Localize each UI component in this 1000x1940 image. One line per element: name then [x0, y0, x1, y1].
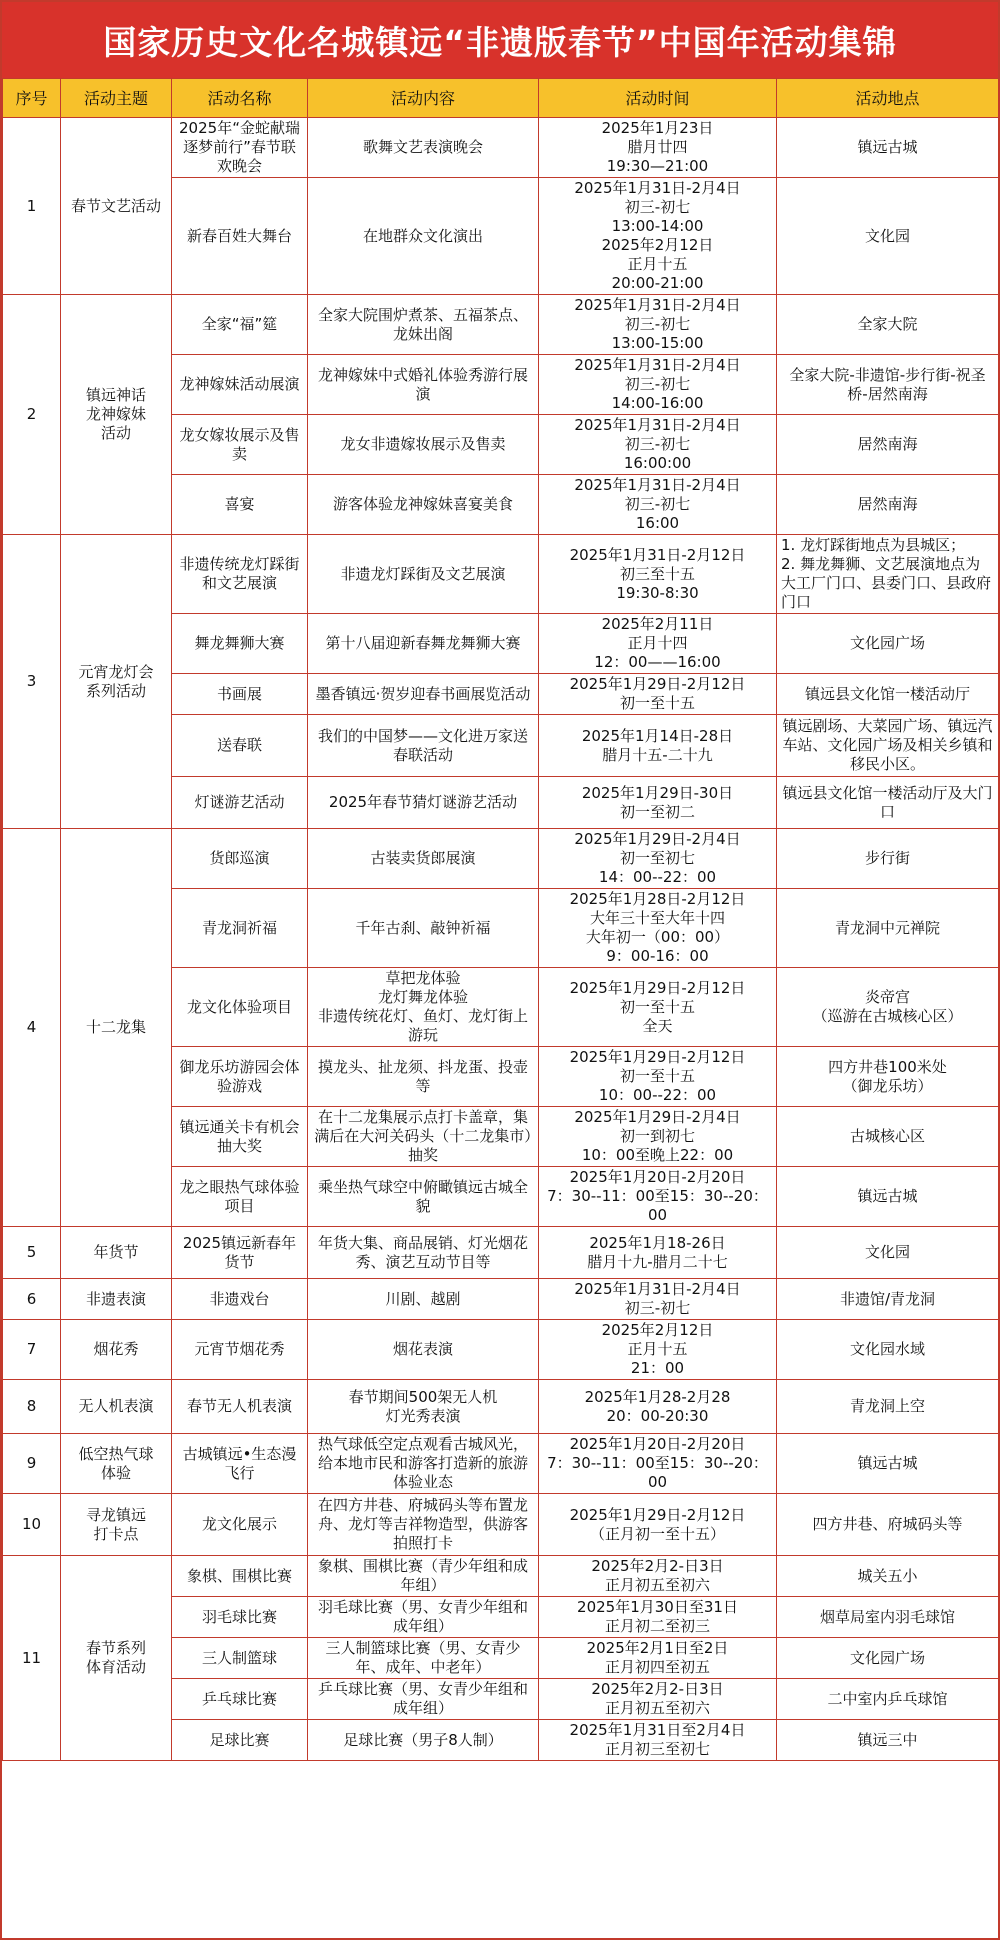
cell-content: 羽毛球比赛（男、女青少年组和成年组）: [308, 1597, 539, 1638]
cell-time: 2025年1月30日至31日 正月初二至初三: [539, 1597, 777, 1638]
cell-theme: 寻龙镇远 打卡点: [61, 1494, 172, 1556]
cell-content: 2025年春节猜灯谜游艺活动: [308, 777, 539, 829]
cell-time: 2025年1月23日 腊月廿四 19:30—21:00: [539, 118, 777, 178]
header-theme: 活动主题: [61, 79, 172, 118]
cell-place: 非遗馆/青龙洞: [777, 1279, 999, 1320]
cell-name: 非遗传统龙灯踩街和文艺展演: [172, 535, 308, 614]
cell-place: 青龙洞中元禅院: [777, 889, 999, 968]
cell-time: 2025年1月31日-2月4日 初三-初七 13:00-14:00 2025年2月12日 正月十五 20:00-21:00: [539, 178, 777, 295]
cell-place: 文化园: [777, 1227, 999, 1279]
cell-theme: 低空热气球 体验: [61, 1434, 172, 1494]
cell-place: 全家大院: [777, 295, 999, 355]
cell-content: 在四方井巷、府城码头等布置龙舟、龙灯等吉祥物造型，供游客拍照打卡: [308, 1494, 539, 1556]
cell-theme: 烟花秀: [61, 1320, 172, 1380]
table-row: [3, 295, 999, 355]
table-row: [3, 1279, 999, 1320]
cell-no: 4: [3, 829, 61, 1227]
cell-time: 2025年2月2-日3日 正月初五至初六: [539, 1679, 777, 1720]
cell-time: 2025年1月29日-2月12日 初一至十五: [539, 674, 777, 715]
cell-content: 游客体验龙神嫁妹喜宴美食: [308, 475, 539, 535]
cell-place: 镇远三中: [777, 1720, 999, 1761]
cell-content: 乒乓球比赛（男、女青少年组和成年组）: [308, 1679, 539, 1720]
cell-content: 年货大集、商品展销、灯光烟花秀、演艺互动节目等: [308, 1227, 539, 1279]
cell-place: 1. 龙灯踩街地点为县城区； 2. 舞龙舞狮、文艺展演地点为大工厂门口、县委门口、县政府门口: [777, 535, 999, 614]
cell-no: 6: [3, 1279, 61, 1320]
cell-theme: 元宵龙灯会 系列活动: [61, 535, 172, 829]
cell-time: 2025年1月29日-30日 初一至初二: [539, 777, 777, 829]
cell-name: 灯谜游艺活动: [172, 777, 308, 829]
cell-theme: 非遗表演: [61, 1279, 172, 1320]
cell-content: 非遗龙灯踩街及文艺展演: [308, 535, 539, 614]
header-name: 活动名称: [172, 79, 308, 118]
cell-place: 镇远古城: [777, 1434, 999, 1494]
cell-theme: 镇远神话 龙神嫁妹 活动: [61, 295, 172, 535]
cell-content: 川剧、越剧: [308, 1279, 539, 1320]
cell-content: 乘坐热气球空中俯瞰镇远古城全貌: [308, 1167, 539, 1227]
cell-name: 龙女嫁妆展示及售卖: [172, 415, 308, 475]
cell-content: 在地群众文化演出: [308, 178, 539, 295]
cell-name: 舞龙舞狮大赛: [172, 614, 308, 674]
cell-content: 我们的中国梦——文化进万家送春联活动: [308, 715, 539, 777]
cell-place: 文化园广场: [777, 614, 999, 674]
cell-name: 镇远通关卡有机会抽大奖: [172, 1107, 308, 1167]
cell-name: 龙之眼热气球体验项目: [172, 1167, 308, 1227]
cell-time: 2025年2月11日 正月十四 12：00——16:00: [539, 614, 777, 674]
cell-place: 文化园水域: [777, 1320, 999, 1380]
cell-time: 2025年1月18-26日 腊月十九-腊月二十七: [539, 1227, 777, 1279]
cell-theme: 春节文艺活动: [61, 118, 172, 295]
table-row: [3, 829, 999, 889]
cell-content: 龙女非遗嫁妆展示及售卖: [308, 415, 539, 475]
cell-place: 城关五小: [777, 1556, 999, 1597]
cell-name: 2025镇远新春年货节: [172, 1227, 308, 1279]
cell-content: 摸龙头、扯龙须、抖龙蛋、投壶等: [308, 1047, 539, 1107]
cell-time: 2025年1月31日-2月4日 初三-初七: [539, 1279, 777, 1320]
cell-name: 书画展: [172, 674, 308, 715]
cell-time: 2025年1月14日-28日 腊月十五-二十九: [539, 715, 777, 777]
cell-time: 2025年2月1日至2日 正月初四至初五: [539, 1638, 777, 1679]
cell-content: 足球比赛（男子8人制）: [308, 1720, 539, 1761]
cell-content: 古装卖货郎展演: [308, 829, 539, 889]
cell-name: 送春联: [172, 715, 308, 777]
cell-time: 2025年1月31日-2月4日 初三-初七 16:00:00: [539, 415, 777, 475]
cell-content: 第十八届迎新春舞龙舞狮大赛: [308, 614, 539, 674]
cell-content: 歌舞文艺表演晚会: [308, 118, 539, 178]
cell-content: 象棋、围棋比赛（青少年组和成年组）: [308, 1556, 539, 1597]
cell-name: 货郎巡演: [172, 829, 308, 889]
table-header-row: [3, 79, 999, 118]
cell-place: 居然南海: [777, 475, 999, 535]
cell-time: 2025年1月29日-2月12日 初一至十五 10：00--22：00: [539, 1047, 777, 1107]
cell-content: 烟花表演: [308, 1320, 539, 1380]
cell-time: 2025年1月31日-2月12日 初三至十五 19:30-8:30: [539, 535, 777, 614]
cell-name: 元宵节烟花秀: [172, 1320, 308, 1380]
cell-place: 古城核心区: [777, 1107, 999, 1167]
cell-name: 龙文化体验项目: [172, 968, 308, 1047]
header-content: 活动内容: [308, 79, 539, 118]
cell-content: 千年古刹、敲钟祈福: [308, 889, 539, 968]
cell-name: 青龙洞祈福: [172, 889, 308, 968]
cell-no: 10: [3, 1494, 61, 1556]
cell-name: 2025年“金蛇献瑞 逐梦前行”春节联欢晚会: [172, 118, 308, 178]
table-row: [3, 1320, 999, 1380]
cell-place: 步行街: [777, 829, 999, 889]
cell-time: 2025年2月12日 正月十五 21：00: [539, 1320, 777, 1380]
cell-content: 三人制篮球比赛（男、女青少年、成年、中老年）: [308, 1638, 539, 1679]
cell-content: 龙神嫁妹中式婚礼体验秀游行展演: [308, 355, 539, 415]
cell-time: 2025年1月29日-2月4日 初一到初七 10：00至晚上22：00: [539, 1107, 777, 1167]
cell-time: 2025年1月20日-2月20日 7：30--11：00至15：30--20：00: [539, 1167, 777, 1227]
table-row: [3, 1434, 999, 1494]
cell-place: 青龙洞上空: [777, 1380, 999, 1434]
cell-time: 2025年1月31日-2月4日 初三-初七 13:00-15:00: [539, 295, 777, 355]
cell-time: 2025年1月28日-2月12日 大年三十至大年十四 大年初一（00：00） 9：00-16：00: [539, 889, 777, 968]
cell-time: 2025年1月31日至2月4日 正月初三至初七: [539, 1720, 777, 1761]
cell-place: 镇远剧场、大菜园广场、镇远汽车站、文化园广场及相关乡镇和移民小区。: [777, 715, 999, 777]
header-no: 序号: [3, 79, 61, 118]
cell-place: 镇远古城: [777, 118, 999, 178]
cell-place: 文化园广场: [777, 1638, 999, 1679]
activity-table: [2, 78, 999, 1761]
cell-name: 龙文化展示: [172, 1494, 308, 1556]
cell-place: 镇远县文化馆一楼活动厅: [777, 674, 999, 715]
cell-time: 2025年1月29日-2月4日 初一至初七 14：00--22：00: [539, 829, 777, 889]
cell-time: 2025年1月29日-2月12日 初一至十五 全天: [539, 968, 777, 1047]
cell-place: 四方井巷100米处 （御龙乐坊）: [777, 1047, 999, 1107]
cell-place: 二中室内乒乓球馆: [777, 1679, 999, 1720]
cell-theme: 十二龙集: [61, 829, 172, 1227]
cell-theme: 年货节: [61, 1227, 172, 1279]
table-row: [3, 118, 999, 178]
cell-place: 全家大院-非遗馆-步行街-祝圣桥-居然南海: [777, 355, 999, 415]
cell-place: 镇远县文化馆一楼活动厅及大门口: [777, 777, 999, 829]
cell-name: 全家“福”筵: [172, 295, 308, 355]
cell-content: 墨香镇远·贺岁迎春书画展览活动: [308, 674, 539, 715]
cell-name: 新春百姓大舞台: [172, 178, 308, 295]
cell-content: 春节期间500架无人机 灯光秀表演: [308, 1380, 539, 1434]
cell-content: 在十二龙集展示点打卡盖章，集满后在大河关码头（十二龙集市）抽奖: [308, 1107, 539, 1167]
table-row: [3, 1556, 999, 1597]
cell-no: 9: [3, 1434, 61, 1494]
cell-name: 古城镇远•生态漫飞行: [172, 1434, 308, 1494]
cell-time: 2025年1月31日-2月4日 初三-初七 16:00: [539, 475, 777, 535]
cell-place: 炎帝宫 （巡游在古城核心区）: [777, 968, 999, 1047]
cell-theme: 无人机表演: [61, 1380, 172, 1434]
cell-place: 镇远古城: [777, 1167, 999, 1227]
cell-name: 龙神嫁妹活动展演: [172, 355, 308, 415]
cell-time: 2025年1月20日-2月20日 7：30--11：00至15：30--20：00: [539, 1434, 777, 1494]
cell-place: 烟草局室内羽毛球馆: [777, 1597, 999, 1638]
cell-content: 热气球低空定点观看古城风光，给本地市民和游客打造新的旅游体验业态: [308, 1434, 539, 1494]
cell-place: 文化园: [777, 178, 999, 295]
table-row: [3, 1227, 999, 1279]
cell-content: 全家大院围炉煮茶、五福茶点、龙妹出阁: [308, 295, 539, 355]
cell-name: 御龙乐坊游园会体验游戏: [172, 1047, 308, 1107]
table-body: [3, 118, 999, 1761]
cell-no: 8: [3, 1380, 61, 1434]
cell-no: 3: [3, 535, 61, 829]
cell-name: 三人制篮球: [172, 1638, 308, 1679]
page-title: 国家历史文化名城镇远“非遗版春节”中国年活动集锦: [2, 2, 998, 78]
cell-no: 2: [3, 295, 61, 535]
cell-content: 草把龙体验 龙灯舞龙体验 非遗传统花灯、鱼灯、龙灯街上游玩: [308, 968, 539, 1047]
table-row: [3, 1380, 999, 1434]
header-place: 活动地点: [777, 79, 999, 118]
cell-name: 非遗戏台: [172, 1279, 308, 1320]
cell-name: 羽毛球比赛: [172, 1597, 308, 1638]
cell-time: 2025年1月29日-2月12日 （正月初一至十五）: [539, 1494, 777, 1556]
cell-place: 四方井巷、府城码头等: [777, 1494, 999, 1556]
cell-no: 11: [3, 1556, 61, 1761]
cell-time: 2025年1月28-2月28 20：00-20:30: [539, 1380, 777, 1434]
cell-place: 居然南海: [777, 415, 999, 475]
cell-name: 春节无人机表演: [172, 1380, 308, 1434]
cell-name: 象棋、围棋比赛: [172, 1556, 308, 1597]
cell-time: 2025年2月2-日3日 正月初五至初六: [539, 1556, 777, 1597]
cell-name: 足球比赛: [172, 1720, 308, 1761]
header-time: 活动时间: [539, 79, 777, 118]
table-row: [3, 1494, 999, 1556]
table-row: [3, 535, 999, 614]
cell-no: 5: [3, 1227, 61, 1279]
cell-theme: 春节系列 体育活动: [61, 1556, 172, 1761]
cell-name: 乒乓球比赛: [172, 1679, 308, 1720]
cell-no: 1: [3, 118, 61, 295]
cell-time: 2025年1月31日-2月4日 初三-初七 14:00-16:00: [539, 355, 777, 415]
cell-name: 喜宴: [172, 475, 308, 535]
cell-no: 7: [3, 1320, 61, 1380]
